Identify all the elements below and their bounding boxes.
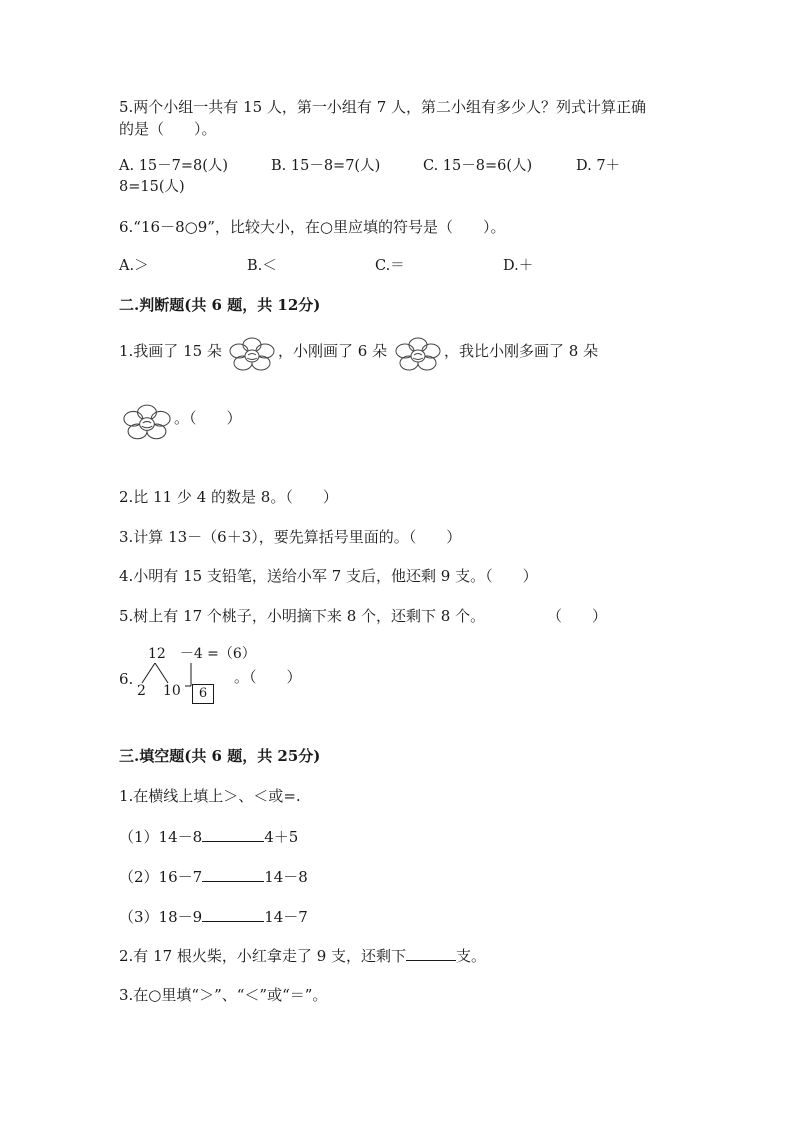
q5-option-d-continued: 8=15(人) xyxy=(119,179,185,195)
answer-blank[interactable] xyxy=(202,826,264,842)
q5-option-d: D. 7＋ xyxy=(576,158,621,174)
answer-blank[interactable] xyxy=(202,906,264,922)
section-3-heading: 三.填空题(共 6 题，共 25分) xyxy=(119,747,321,765)
q5-option-b: B. 15－8=7(人) xyxy=(271,158,381,174)
s2-q6-answer-box: 6 xyxy=(192,684,214,704)
flower-icon xyxy=(228,335,276,375)
q6-option-d: D.＋ xyxy=(503,258,534,274)
s2-q6-end: 。（ ） xyxy=(234,668,302,686)
s2-q6-label: 6. xyxy=(119,670,134,688)
s2-q5: 5.树上有 17 个桃子，小明摘下来 8 个，还剩下 8 个。 xyxy=(119,607,486,625)
answer-blank[interactable] xyxy=(202,866,264,882)
s3-q1-item-2 xyxy=(119,866,308,887)
s3-q1-item-3 xyxy=(119,906,308,927)
s2-q6-left-part: 2 xyxy=(137,683,146,699)
s2-q1-part2: ，小刚画了 6 朵 xyxy=(278,342,388,360)
section-2-heading: 二.判断题(共 6 题，共 12分) xyxy=(119,296,321,314)
s3-q1-item-2-left: （2）16－7 xyxy=(119,868,203,886)
s2-q2: 2.比 11 少 4 的数是 8。（ ） xyxy=(119,488,338,506)
question-6: 6.“16－8○9”，比较大小，在○里应填的符号是（ ）。 xyxy=(119,218,506,236)
s3-q1-item-3-left: （3）18－9 xyxy=(119,908,203,926)
flower-icon xyxy=(394,335,442,375)
q6-option-c: C.＝ xyxy=(375,258,405,274)
question-5-line1: 5.两个小组一共有 15 人，第一小组有 7 人，第二小组有多少人？列式计算正确 xyxy=(119,98,647,116)
q6-option-b: B.＜ xyxy=(247,258,277,274)
s3-q1-item-1-right: 4＋5 xyxy=(264,828,299,846)
s2-q1-part3: ，我比小刚多画了 8 朵 xyxy=(444,342,599,360)
flower-icon xyxy=(121,402,173,444)
s2-q6-equation: 12 －4 =（6） xyxy=(148,646,256,662)
s2-q3: 3.计算 13－（6＋3），要先算括号里面的。（ ） xyxy=(119,528,462,546)
q5-option-c: C. 15－8=6(人) xyxy=(423,158,533,174)
s3-q1-item-1 xyxy=(119,826,298,847)
answer-blank[interactable] xyxy=(406,945,456,961)
question-5-line2: 的是（ ）。 xyxy=(119,120,217,138)
s2-q6-mid-part: 10 xyxy=(163,683,181,699)
s2-q1-end: 。（ ） xyxy=(174,409,242,427)
s3-q1-item-3-right: 14－7 xyxy=(264,908,308,926)
q6-option-a: A.＞ xyxy=(119,258,149,274)
s2-q4: 4.小明有 15 支铅笔，送给小军 7 支后，他还剩 9 支。（ ） xyxy=(119,567,538,585)
s3-q1-item-1-left: （1）14－8 xyxy=(119,828,203,846)
q5-option-a: A. 15－7=8(人) xyxy=(119,158,229,174)
s3-q3: 3.在○里填“＞”、“＜”或“＝”。 xyxy=(119,986,328,1004)
s3-q1: 1.在横线上填上＞、＜或=. xyxy=(119,787,301,805)
s3-q1-item-2-right: 14－8 xyxy=(264,868,308,886)
s3-q2 xyxy=(119,945,486,966)
s2-q1-part1: 1.我画了 15 朵 xyxy=(119,342,222,360)
s3-q2-part1: 2.有 17 根火柴，小红拿走了 9 支，还剩下 xyxy=(119,947,407,965)
s3-q2-part2: 支。 xyxy=(456,947,487,965)
s2-q5-paren: （ ） xyxy=(547,607,608,625)
